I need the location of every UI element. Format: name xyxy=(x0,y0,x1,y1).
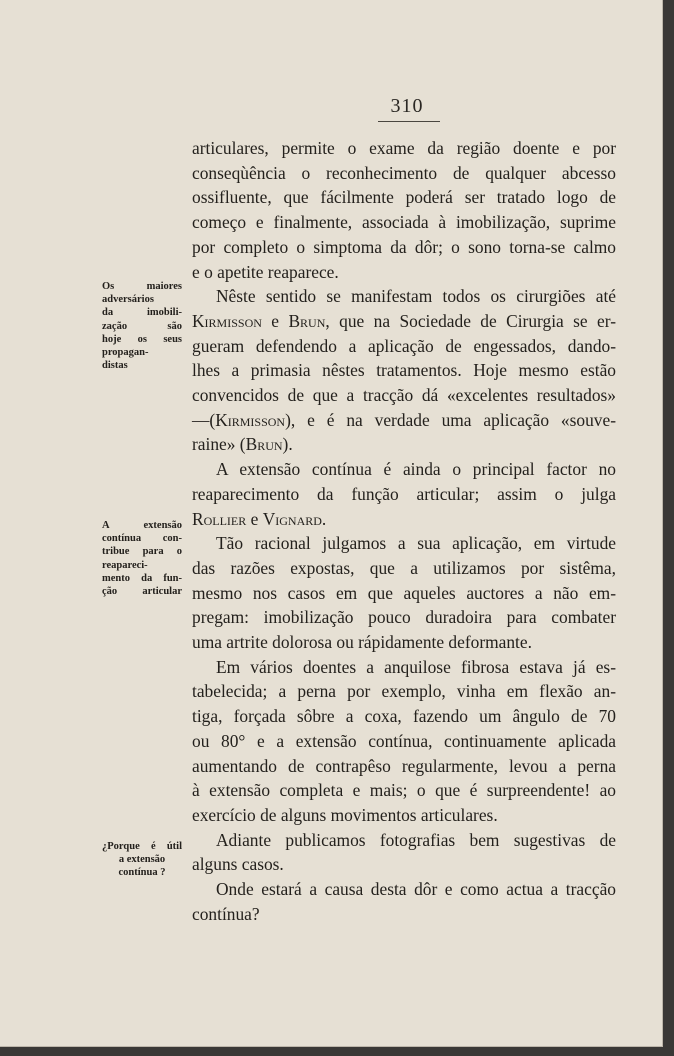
paragraph xyxy=(192,877,616,926)
page-number: 310 xyxy=(390,95,424,117)
paragraph xyxy=(192,136,616,284)
text-line: convencidos de que a tracção dá «excelentes resultados» xyxy=(192,385,616,406)
margin-note-line: tribue para o xyxy=(102,546,182,558)
text-line: das razões expostas, que a utilizamos por sistêma, xyxy=(192,557,616,578)
text-line: à extensão completa e mais; o que é surpreendente! ao xyxy=(192,780,616,801)
margin-note-line: contínua ? xyxy=(118,867,166,879)
margin-note-line: a extensão xyxy=(118,854,166,866)
margin-note-line: ¿Porque é útil xyxy=(102,841,182,852)
margin-note-line: distas xyxy=(102,360,128,372)
author-name: Brun xyxy=(288,310,326,331)
paragraph xyxy=(192,457,616,531)
text-line: contínua? xyxy=(192,903,260,924)
text-line: gueram defendendo a aplicação de engessados, dando- xyxy=(192,335,616,356)
margin-note-line: reapareci- xyxy=(102,559,148,571)
text-fragment: ), e é na verdade uma aplicação «souve- xyxy=(285,409,616,430)
text-line xyxy=(192,507,616,532)
text-line: aumentando de contrapêso regularmente, levou a perna xyxy=(192,755,616,776)
text-line: tiga, forçada sôbre a coxa, fazendo um ângulo de 70 xyxy=(192,706,616,727)
text-line: articulares, permite o exame da região doente e por xyxy=(192,138,616,158)
text-fragment: e xyxy=(261,310,289,331)
author-name: Rollier xyxy=(192,508,247,529)
text-line xyxy=(192,309,616,334)
text-fragment: ). xyxy=(282,434,293,455)
text-line: reaparecimento da função articular; assim o julga xyxy=(192,483,616,504)
author-name: Brun xyxy=(245,434,283,455)
text-fragment: raine» ( xyxy=(192,434,246,455)
text-line: Em vários doentes a anquilose fibrosa estava já es- xyxy=(216,656,616,677)
text-fragment: , que na Sociedade de Cirurgia se er- xyxy=(325,310,617,331)
margin-note-line: A extensão xyxy=(102,520,182,531)
text-line: Onde estará a causa desta dôr e como actua a tracção xyxy=(216,879,616,900)
text-line: mesmo nos casos em que aqueles auctores a não em- xyxy=(192,582,616,603)
text-line: Adiante publicamos fotografias bem sugestivas de xyxy=(216,829,616,850)
author-name: Kirmisson xyxy=(192,310,262,331)
text-fragment: e xyxy=(246,508,263,529)
author-name: Kirmisson xyxy=(215,409,286,430)
paragraph xyxy=(192,531,616,655)
margin-note-line: ção articular xyxy=(102,586,182,598)
text-line: ossifluente, que fácilmente poderá ser tratado logo de xyxy=(192,187,616,208)
text-line: Nêste sentido se manifestam todos os cirurgiões até xyxy=(216,286,616,307)
margin-note-line: hoje os seus xyxy=(102,333,182,345)
text-line: exercício de alguns movimentos articulares. xyxy=(192,804,498,825)
text-line: A extensão contínua é ainda o principal factor no xyxy=(216,459,616,480)
text-fragment: . xyxy=(321,508,327,529)
page-number-rule xyxy=(378,121,440,122)
text-line: começo e finalmente, associada à imobilização, suprime xyxy=(192,212,616,233)
margin-note-extensao xyxy=(102,519,182,598)
margin-note-line: contínua con- xyxy=(102,533,182,545)
margin-note-line: mento da fun- xyxy=(102,572,182,584)
margin-note-line: propagan- xyxy=(102,347,149,359)
text-line: e o apetite reaparece. xyxy=(192,261,339,282)
margin-note-line: zação são xyxy=(102,320,182,332)
text-line: uma artrite dolorosa ou rápidamente deformante. xyxy=(192,632,532,653)
margin-note-line: adversários xyxy=(102,294,154,306)
text-line: alguns casos. xyxy=(192,854,284,875)
paragraph xyxy=(192,828,616,877)
text-line: Tão racional julgamos a sua aplicação, em virtude xyxy=(216,533,616,554)
text-line: por completo o simptoma da dôr; o sono torna-se calmo xyxy=(192,236,616,257)
paragraph xyxy=(192,655,616,828)
author-name: Vignard xyxy=(262,508,322,529)
text-line: pregam: imobilização pouco duradoira para combater xyxy=(192,607,616,628)
body-text xyxy=(192,136,616,927)
text-line xyxy=(192,432,616,457)
text-line: lhes a primasia nêstes tratamentos. Hoje mesmo estão xyxy=(192,360,616,381)
text-line: tabelecida; a perna por exemplo, vinha em flexão an- xyxy=(192,681,616,702)
margin-note-line: Os maiores xyxy=(102,281,182,292)
margin-note-line: da imobili- xyxy=(102,307,182,319)
text-line: conseqùência o reconhecimento de qualquer abcesso xyxy=(192,162,616,183)
text-line xyxy=(192,408,616,433)
margin-note-porque xyxy=(102,840,182,880)
paragraph xyxy=(192,284,616,457)
margin-note-adversarios xyxy=(102,280,182,372)
text-line: ou 80° e a extensão contínua, continuamente aplicada xyxy=(192,730,616,751)
text-fragment: —( xyxy=(192,409,216,430)
